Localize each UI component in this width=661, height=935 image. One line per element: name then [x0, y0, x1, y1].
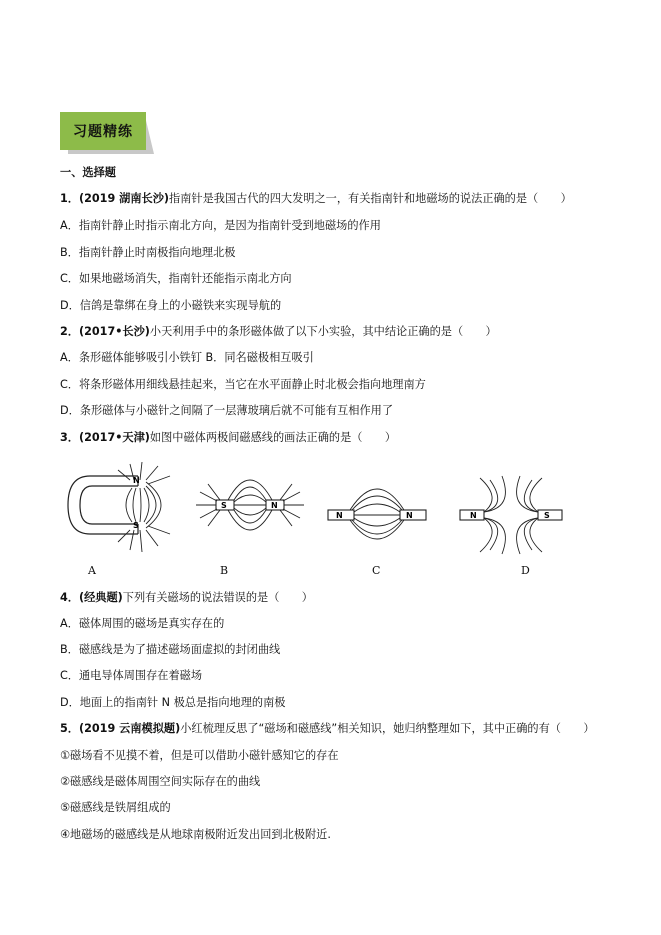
figure-label-c: C — [372, 564, 381, 577]
question-1 — [60, 191, 572, 207]
question-number: 5． — [60, 722, 79, 735]
question-number: 1． — [60, 192, 79, 205]
figure-a-pole-n: N — [133, 476, 140, 485]
q1-option-c: C．如果地磁场消失，指南针还能指示南北方向 — [60, 272, 292, 285]
question-2 — [60, 324, 497, 340]
question-source: (2017•天津) — [78, 431, 150, 444]
q5-item-3: ⑤磁感线是铁屑组成的 — [60, 801, 171, 814]
q4-option-b: B．磁感线是为了描述磁场面虚拟的封闭曲线 — [60, 643, 281, 656]
question-4 — [60, 590, 313, 606]
question-stem: 指南针是我国古代的四大发明之一，有关指南针和地磁场的说法正确的是（ ） — [169, 192, 572, 205]
question-source: (2017•长沙) — [78, 325, 150, 338]
figure-d-bar-magnets — [458, 458, 578, 558]
figure-label-b: B — [220, 564, 229, 577]
question-stem: 小天利用手中的条形磁体做了以下小实验，其中结论正确的是（ ） — [149, 325, 497, 338]
question-stem: 小红梳理反思了“磁场和磁感线”相关知识，她归纳整理如下，其中正确的有（ ） — [180, 722, 595, 735]
q1-option-b: B．指南针静止时南极指向地理北极 — [60, 246, 236, 259]
q5-item-1: ①磁场看不见摸不着，但是可以借助小磁针感知它的存在 — [60, 749, 339, 762]
q4-option-c: C．通电导体周围存在着磁场 — [60, 669, 203, 682]
section-title: 一、选择题 — [60, 166, 116, 179]
question-number: 2． — [60, 325, 79, 338]
figure-d-pole-n: N — [470, 511, 477, 520]
q4-option-a: A．磁体周围的磁场是真实存在的 — [60, 617, 225, 630]
figure-d-pole-s: S — [544, 511, 550, 520]
figure-c-pole-n-left: N — [336, 511, 343, 520]
question-source: (经典题) — [78, 591, 123, 604]
question-source: (2019 湖南长沙) — [78, 192, 169, 205]
q5-item-4: ④地磁场的磁感线是从地球南极附近发出回到北极附近. — [60, 828, 331, 841]
q1-option-a: A．指南针静止时指示南北方向，是因为指南针受到地磁场的作用 — [60, 219, 381, 232]
figure-a-horseshoe-magnet — [60, 458, 180, 558]
question-source: (2019 云南模拟题) — [78, 722, 181, 735]
q5-item-2: ②磁感线是磁体周围空间实际存在的曲线 — [60, 775, 261, 788]
question-stem: 如图中磁体两极间磁感线的画法正确的是（ ） — [149, 431, 397, 444]
q2-option-d: D．条形磁体与小磁针之间隔了一层薄玻璃后就不可能有互相作用了 — [60, 404, 394, 417]
question-stem: 下列有关磁场的说法错误的是（ ） — [122, 591, 313, 604]
figure-a-pole-s: S — [133, 521, 139, 530]
q4-option-d: D．地面上的指南针 N 极总是指向地理的南极 — [60, 696, 286, 709]
figure-label-a: A — [88, 564, 96, 577]
q2-option-c: C．将条形磁体用细线悬挂起来，当它在水平面静止时北极会指向地理南方 — [60, 378, 426, 391]
magnetic-field-figures — [60, 458, 580, 583]
section-banner — [60, 112, 146, 152]
question-3 — [60, 430, 396, 446]
question-number: 3． — [60, 431, 79, 444]
figure-label-d: D — [521, 564, 530, 577]
figure-c-pole-n-right: N — [406, 511, 413, 520]
figure-b-pole-n: N — [271, 501, 278, 510]
figure-b-bar-magnets — [190, 458, 310, 558]
question-5 — [60, 721, 595, 737]
q1-option-d: D．信鸽是靠绑在身上的小磁铁来实现导航的 — [60, 299, 282, 312]
figure-b-pole-s: S — [221, 501, 227, 510]
figure-c-bar-magnets — [322, 458, 442, 558]
q2-option-ab: A．条形磁体能够吸引小铁钉 B．同名磁极相互吸引 — [60, 351, 314, 364]
banner-title: 习题精练 — [60, 112, 146, 150]
question-number: 4． — [60, 591, 79, 604]
